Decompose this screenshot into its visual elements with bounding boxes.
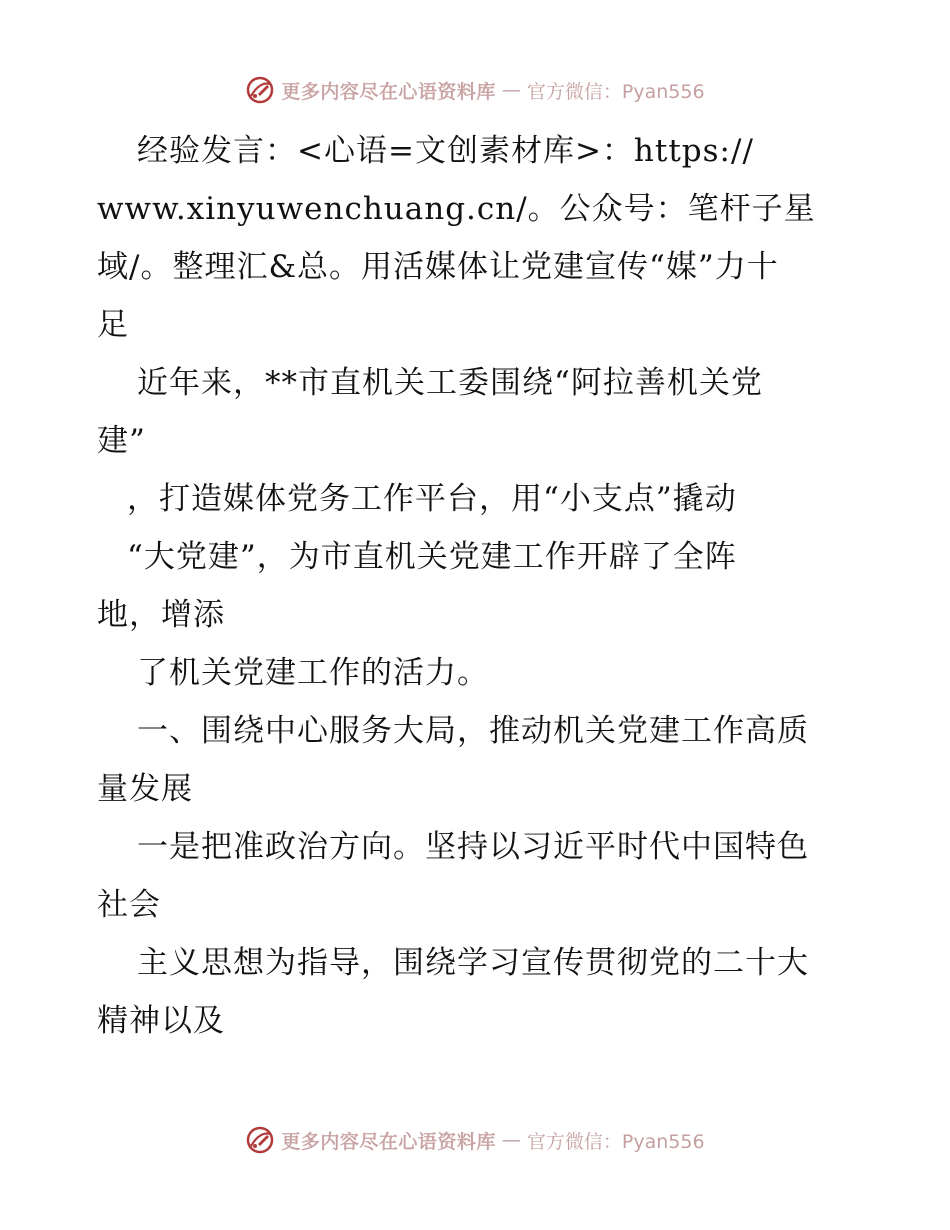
body-line: 域/。整理汇&总。用活媒体让党建宣传“媒”力十 xyxy=(97,249,779,285)
body-line: “大党建”，为市直机关党建工作开辟了全阵 xyxy=(127,539,737,575)
body-line: 量发展 xyxy=(97,771,193,807)
body-line: www.xinyuwenchuang.cn/。公众号：笔杆子星 xyxy=(97,191,816,227)
body-line: 主义思想为指导，围绕学习宣传贯彻党的二十大 xyxy=(137,945,809,981)
page-footer xyxy=(0,1120,950,1160)
footer-banner-text: 更多内容尽在心语资料库 xyxy=(281,1130,496,1153)
header-watermark-banner xyxy=(245,75,704,105)
footer-banner-contact: 官方微信：Pyan556 xyxy=(526,1130,705,1153)
body-line: 足 xyxy=(97,307,129,343)
body-line: 地，增添 xyxy=(97,597,225,633)
body-line: 近年来，**市直机关工委围绕“阿拉善机关党 xyxy=(137,365,763,401)
page-header xyxy=(0,70,950,110)
footer-banner-separator: — xyxy=(501,1129,521,1151)
body-line: 一、围绕中心服务大局，推动机关党建工作高质 xyxy=(137,713,809,749)
pen-logo-icon xyxy=(245,1125,275,1155)
body-line: 建” xyxy=(97,423,146,459)
footer-watermark-banner xyxy=(245,1125,704,1155)
header-banner-separator: — xyxy=(501,79,521,101)
body-line: 了机关党建工作的活力。 xyxy=(137,655,489,691)
body-line: 一是把准政治方向。坚持以习近平时代中国特色 xyxy=(137,829,809,865)
header-banner-contact: 官方微信：Pyan556 xyxy=(526,80,705,103)
body-line: 社会 xyxy=(97,887,161,923)
header-banner-text: 更多内容尽在心语资料库 xyxy=(281,80,496,103)
body-line: 精神以及 xyxy=(97,1003,225,1039)
body-line: 经验发言：<心语=文创素材库>：https:// xyxy=(137,133,754,169)
body-line: ，打造媒体党务工作平台，用“小支点”撬动 xyxy=(127,481,737,517)
pen-logo-icon xyxy=(245,75,275,105)
document-body xyxy=(97,122,857,1050)
